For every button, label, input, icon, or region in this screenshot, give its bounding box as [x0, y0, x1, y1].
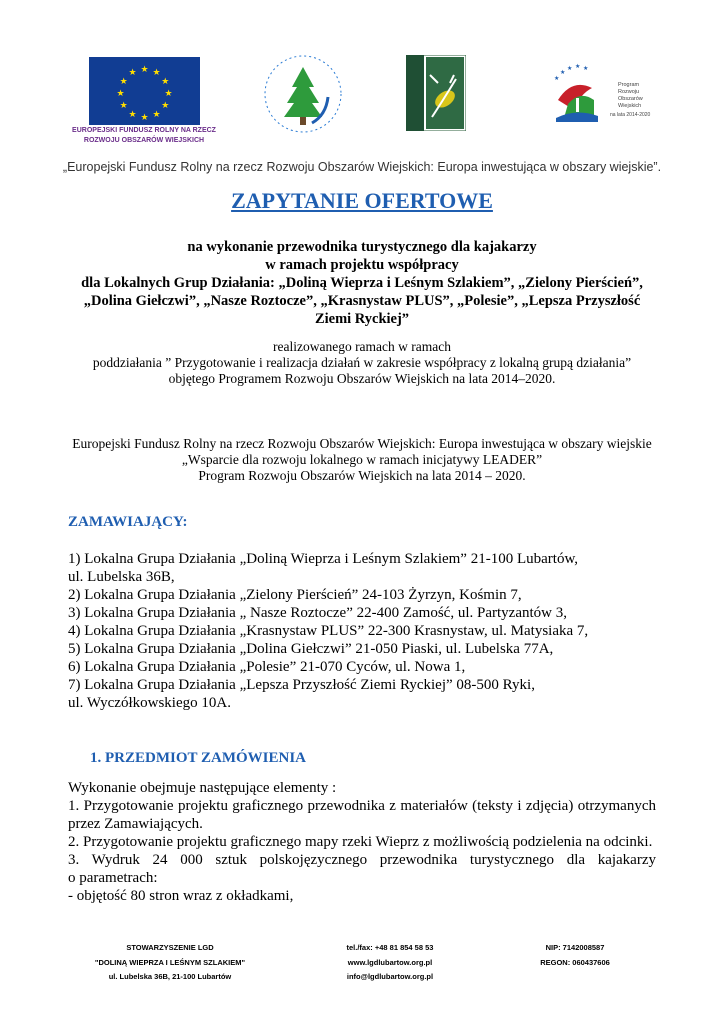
svg-text:★: ★ — [128, 68, 137, 79]
motto-top: „Europejski Fundusz Rolny na rzecz Rozwoju Obszarów Wiejskich: Europa inwestująca w obszary wiejskie”. — [62, 160, 662, 174]
svg-text:★: ★ — [161, 77, 170, 87]
leader-leaf-icon — [406, 55, 466, 131]
footer-link[interactable]: www.lgdlubartow.org.pl — [347, 957, 433, 967]
svg-text:★: ★ — [119, 101, 128, 111]
body-line: o parametrach: — [68, 870, 158, 886]
footer-link[interactable]: info@lgdlubartow.org.pl — [346, 972, 434, 981]
footer-line: STOWARZYSZENIE LGD — [126, 943, 214, 952]
subtitle-block — [40, 238, 684, 328]
svg-text:★: ★ — [152, 109, 161, 120]
svg-text:★: ★ — [554, 75, 560, 82]
svg-text:★: ★ — [575, 63, 581, 70]
prow-line: Obszarów — [618, 96, 643, 102]
program-line: Europejski Fundusz Rolny na rzecz Rozwoju Obszarów Wiejskich: Europa inwestująca w obszary wiejskie — [72, 436, 652, 451]
body-line: przez Zamawiających. — [68, 816, 203, 832]
eu-stars-icon — [89, 57, 200, 125]
footer-contact — [310, 941, 470, 985]
footer-line: REGON: 060437606 — [540, 957, 610, 967]
zamawiajacy-heading: ZAMAWIAJĄCY: — [68, 514, 188, 530]
svg-text:★: ★ — [116, 89, 125, 99]
eu-caption-line: EUROPEJSKI FUNDUSZ ROLNY NA RZECZ — [72, 127, 216, 134]
svg-text:★: ★ — [140, 65, 149, 75]
list-item: 6) Lokalna Grupa Działania „Polesie” 21-070 Cyców, ul. Nowa 1, — [68, 659, 466, 675]
footer-org — [70, 941, 270, 985]
program-line: „Wsparcie dla rozwoju lokalnego w ramach inicjatywy LEADER” — [181, 452, 543, 467]
eu-flag-logo — [89, 57, 200, 125]
footer-ids — [500, 941, 650, 970]
subtitle-line: na wykonanie przewodnika turystycznego dla kajakarzy — [187, 239, 537, 255]
prow-years: na lata 2014-2020 — [610, 112, 651, 118]
body-line: - objętość 80 stron wraz z okładkami, — [68, 888, 294, 904]
przedmiot-heading: 1. PRZEDMIOT ZAMÓWIENIA — [90, 750, 306, 766]
svg-text:★: ★ — [152, 68, 161, 79]
tree-icon — [262, 53, 344, 135]
leader-logo — [406, 55, 466, 131]
list-item: 1) Lokalna Grupa Działania „Doliną Wieprza i Leśnym Szlakiem” 21-100 Lubartów, — [68, 551, 579, 567]
prow-logo — [550, 60, 650, 128]
footer-line: ul. Lubelska 36B, 21-100 Lubartów — [108, 972, 232, 981]
list-item: 3) Lokalna Grupa Działania „ Nasze Roztocze” 22-400 Zamość, ul. Partyzantów 3, — [68, 605, 567, 621]
list-item: ul. Lubelska 36B, — [68, 569, 175, 585]
subtitle-line: Ziemi Ryckiej” — [314, 311, 410, 327]
svg-text:★: ★ — [161, 101, 170, 111]
list-item: 5) Lokalna Grupa Działania „Dolina Giełczwi” 21-050 Piaski, ul. Lubelska 77A, — [68, 641, 554, 657]
svg-text:★: ★ — [140, 113, 149, 123]
footer-line: tel./fax: +48 81 854 58 53 — [346, 943, 434, 952]
list-item: ul. Wyczółkowskiego 10A. — [68, 695, 231, 711]
subtitle-line: w ramach projektu współpracy — [265, 257, 459, 273]
zamawiajacy-list — [68, 550, 668, 712]
prow-text — [618, 82, 643, 110]
subtitle-line: „Dolina Giełczwi”, „Nasze Roztocze”, „Krasnystaw PLUS”, „Polesie”, „Lepsza Przyszłość — [83, 293, 641, 309]
svg-text:★: ★ — [128, 109, 137, 120]
page-title: ZAPYTANIE OFERTOWE — [231, 188, 493, 213]
svg-text:★: ★ — [164, 89, 173, 99]
svg-text:★: ★ — [119, 77, 128, 87]
context-line: realizowanego ramach w ramach — [272, 339, 452, 354]
przedmiot-body — [68, 779, 656, 905]
context-block — [40, 339, 684, 387]
body-line: 3. Wydruk 24 000 sztuk polskojęzycznego przewodnika turystycznego dla kajakarzy — [68, 852, 656, 868]
body-line: 1. Przygotowanie projektu graficznego przewodnika z materiałów (teksty i zdjęcia) otrzymanych — [68, 798, 656, 814]
prow-line: Wiejskich — [618, 103, 642, 109]
program-block — [40, 436, 684, 484]
footer-line: NIP: 7142008587 — [545, 943, 605, 952]
eu-fund-caption — [56, 126, 232, 146]
svg-text:★: ★ — [567, 65, 573, 72]
eu-caption-line: ROZWOJU OBSZARÓW WIEJSKICH — [83, 137, 205, 144]
prow-line: Program — [618, 82, 640, 88]
subtitle-line: dla Lokalnych Grup Działania: „Doliną Wieprza i Leśnym Szlakiem”, „Zielony Pierścień”, — [81, 275, 643, 291]
body-line: Wykonanie obejmuje następujące elementy : — [68, 780, 337, 796]
footer-line: "DOLINĄ WIEPRZA I LEŚNYM SZLAKIEM" — [94, 957, 246, 967]
context-line: poddziałania ” Przygotowanie i realizacja działań w zakresie współpracy z lokalną grupą działania” — [92, 355, 632, 370]
svg-text:★: ★ — [560, 69, 566, 76]
svg-text:★: ★ — [583, 65, 589, 72]
program-line: Program Rozwoju Obszarów Wiejskich na lata 2014 – 2020. — [198, 468, 526, 483]
list-item: 2) Lokalna Grupa Działania „Zielony Pierścień” 24-103 Żyrzyn, Kośmin 7, — [68, 587, 522, 603]
list-item: 4) Lokalna Grupa Działania „Krasnystaw PLUS” 22-300 Krasnystaw, ul. Matysiaka 7, — [68, 623, 589, 639]
lgd-logo — [262, 53, 344, 135]
list-item: 7) Lokalna Grupa Działania „Lepsza Przyszłość Ziemi Ryckiej” 08-500 Ryki, — [68, 677, 535, 693]
body-line: 2. Przygotowanie projektu graficznego mapy rzeki Wieprz z możliwością podzielenia na odcinki. — [68, 834, 653, 850]
context-line: objętego Programem Rozwoju Obszarów Wiejskich na lata 2014–2020. — [168, 371, 556, 386]
prow-line: Rozwoju — [618, 89, 640, 95]
